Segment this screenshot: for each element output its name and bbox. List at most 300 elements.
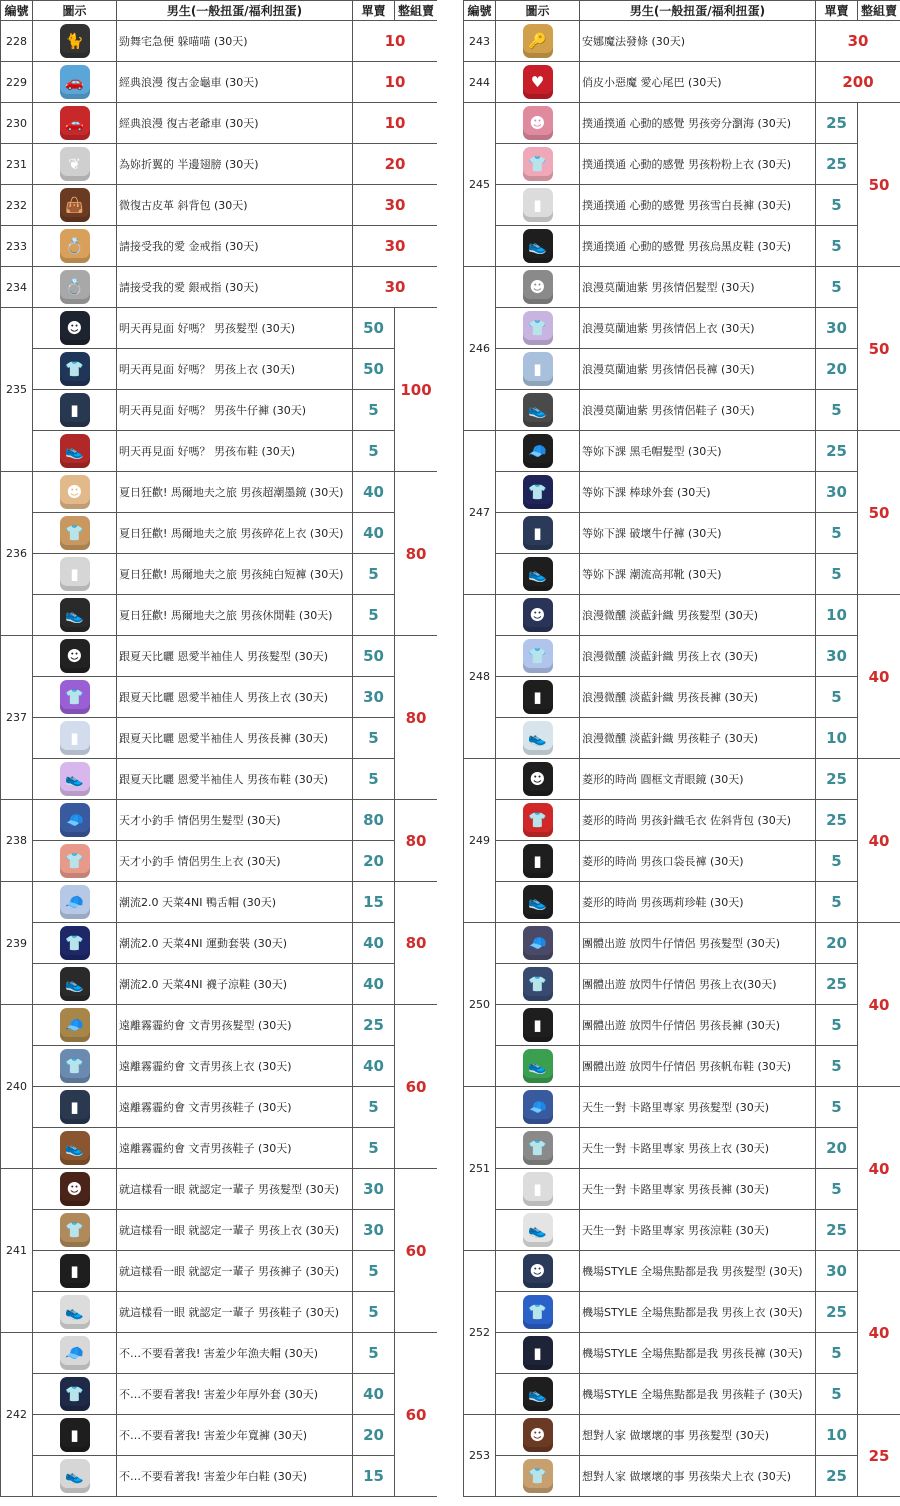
item-name-cell: 俏皮小惡魔 愛心尾巴 (30天) bbox=[580, 62, 816, 103]
item-name-cell: 浪漫莫蘭迪紫 男孩情侶鞋子 (30天) bbox=[580, 390, 816, 431]
single-price-cell: 25 bbox=[816, 144, 858, 185]
table-row bbox=[1, 1128, 438, 1169]
right-table-panel bbox=[463, 0, 900, 1497]
table-row bbox=[464, 964, 900, 1005]
item-name-cell: 請接受我的愛 銀戒指 (30天) bbox=[117, 267, 353, 308]
table-row bbox=[464, 759, 900, 800]
item-name-cell: 夏日狂歡! 馬爾地夫之旅 男孩碎花上衣 (30天) bbox=[117, 513, 353, 554]
table-row bbox=[464, 923, 900, 964]
table-row bbox=[464, 513, 900, 554]
single-price-cell: 20 bbox=[353, 144, 438, 185]
single-price-cell: 5 bbox=[353, 595, 395, 636]
item-name-cell: 微復古皮革 斜背包 (30天) bbox=[117, 185, 353, 226]
item-picture-cell bbox=[33, 185, 117, 226]
item-picture-cell bbox=[496, 1046, 580, 1087]
wing-icon: ❦ bbox=[60, 147, 90, 181]
item-name-cell: 機場STYLE 全場焦點都是我 男孩髮型 (30天) bbox=[580, 1251, 816, 1292]
single-price-cell: 10 bbox=[353, 21, 438, 62]
single-price-cell: 20 bbox=[816, 923, 858, 964]
item-name-cell: 天才小釣手 情侶男生髮型 (30天) bbox=[117, 800, 353, 841]
single-price-cell: 30 bbox=[353, 1210, 395, 1251]
table-row bbox=[1, 267, 438, 308]
item-id-cell: 239 bbox=[1, 882, 33, 1005]
item-picture-cell bbox=[33, 1087, 117, 1128]
item-name-cell: 遠離霧霾約會 文青男孩上衣 (30天) bbox=[117, 1046, 353, 1087]
set-price-cell: 40 bbox=[858, 923, 900, 1087]
table-row bbox=[464, 267, 900, 308]
table-row bbox=[464, 1415, 900, 1456]
car-icon: 🚗 bbox=[60, 106, 90, 140]
table-row bbox=[464, 1169, 900, 1210]
item-name-cell: 夏日狂歡! 馬爾地夫之旅 男孩休閒鞋 (30天) bbox=[117, 595, 353, 636]
table-row bbox=[464, 62, 900, 103]
single-price-cell: 30 bbox=[816, 21, 900, 62]
item-name-cell: 等妳下課 棒球外套 (30天) bbox=[580, 472, 816, 513]
item-id-cell: 245 bbox=[464, 103, 496, 267]
single-price-cell: 20 bbox=[353, 1415, 395, 1456]
item-picture-cell bbox=[496, 185, 580, 226]
shirt-icon: 👕 bbox=[523, 1295, 553, 1329]
item-picture-cell bbox=[33, 718, 117, 759]
single-price-cell: 20 bbox=[816, 349, 858, 390]
single-price-cell: 30 bbox=[816, 308, 858, 349]
item-name-cell: 就這樣看一眼 就認定一輩子 男孩上衣 (30天) bbox=[117, 1210, 353, 1251]
item-picture-cell bbox=[496, 636, 580, 677]
single-price-cell: 5 bbox=[353, 718, 395, 759]
item-name-cell: 不…不要看著我! 害羞少年寬褲 (30天) bbox=[117, 1415, 353, 1456]
table-row bbox=[1, 431, 438, 472]
set-price-cell: 60 bbox=[395, 1005, 438, 1169]
single-price-cell: 5 bbox=[816, 882, 858, 923]
table-row bbox=[1, 1169, 438, 1210]
item-picture-cell bbox=[496, 513, 580, 554]
hair-icon: ☻ bbox=[60, 475, 90, 509]
table-row bbox=[1, 841, 438, 882]
item-name-cell: 機場STYLE 全場焦點都是我 男孩鞋子 (30天) bbox=[580, 1374, 816, 1415]
shirt-icon: 👕 bbox=[60, 1213, 90, 1247]
single-price-cell: 25 bbox=[816, 759, 858, 800]
item-name-cell: 不…不要看著我! 害羞少年漁夫帽 (30天) bbox=[117, 1333, 353, 1374]
item-picture-cell bbox=[33, 1415, 117, 1456]
item-picture-cell bbox=[496, 841, 580, 882]
item-picture-cell bbox=[496, 1374, 580, 1415]
pants-icon: ▮ bbox=[523, 516, 553, 550]
header-id: 編號 bbox=[1, 1, 33, 21]
single-price-cell: 40 bbox=[353, 472, 395, 513]
shoes-icon: 👟 bbox=[523, 229, 553, 263]
item-name-cell: 明天再見面 好嗎？ 男孩上衣 (30天) bbox=[117, 349, 353, 390]
item-picture-cell bbox=[496, 964, 580, 1005]
item-name-cell: 不…不要看著我! 害羞少年白鞋 (30天) bbox=[117, 1456, 353, 1497]
single-price-cell: 10 bbox=[816, 1415, 858, 1456]
single-price-cell: 15 bbox=[353, 1456, 395, 1497]
set-price-cell: 25 bbox=[858, 1415, 900, 1497]
pants-icon: ▮ bbox=[523, 1172, 553, 1206]
single-price-cell: 5 bbox=[353, 1333, 395, 1374]
item-name-cell: 天生一對 卡路里專家 男孩髮型 (30天) bbox=[580, 1087, 816, 1128]
hair-icon: ☻ bbox=[60, 1172, 90, 1206]
item-id-cell: 253 bbox=[464, 1415, 496, 1497]
single-price-cell: 30 bbox=[816, 472, 858, 513]
item-name-cell: 跟夏天比曬 恩愛半袖佳人 男孩髮型 (30天) bbox=[117, 636, 353, 677]
item-name-cell: 浪漫微醺 淡藍針織 男孩上衣 (30天) bbox=[580, 636, 816, 677]
pants-icon: ▮ bbox=[60, 1254, 90, 1288]
hat-icon: 🧢 bbox=[60, 803, 90, 837]
item-picture-cell bbox=[496, 595, 580, 636]
item-picture-cell bbox=[33, 308, 117, 349]
table-row bbox=[1, 1087, 438, 1128]
table-row bbox=[1, 759, 438, 800]
item-name-cell: 勁舞宅急便 躲喵喵 (30天) bbox=[117, 21, 353, 62]
item-id-cell: 235 bbox=[1, 308, 33, 472]
set-price-cell: 80 bbox=[395, 800, 438, 882]
item-name-cell: 遠離霧霾約會 文青男孩鞋子 (30天) bbox=[117, 1087, 353, 1128]
hat-icon: 🧢 bbox=[523, 926, 553, 960]
table-row bbox=[1, 472, 438, 513]
item-picture-cell bbox=[496, 21, 580, 62]
item-id-cell: 232 bbox=[1, 185, 33, 226]
item-picture-cell bbox=[496, 554, 580, 595]
item-picture-cell bbox=[496, 1251, 580, 1292]
item-id-cell: 228 bbox=[1, 21, 33, 62]
single-price-cell: 5 bbox=[816, 1169, 858, 1210]
shoes-icon: 👟 bbox=[60, 762, 90, 796]
header-single: 單賣 bbox=[353, 1, 395, 21]
item-id-cell: 243 bbox=[464, 21, 496, 62]
item-name-cell: 請接受我的愛 金戒指 (30天) bbox=[117, 226, 353, 267]
item-id-cell: 246 bbox=[464, 267, 496, 431]
left-price-table bbox=[0, 0, 438, 1497]
table-row bbox=[464, 431, 900, 472]
single-price-cell: 5 bbox=[353, 1087, 395, 1128]
item-name-cell: 撲通撲通 心動的感覺 男孩旁分瀏海 (30天) bbox=[580, 103, 816, 144]
item-picture-cell bbox=[496, 349, 580, 390]
set-price-cell: 40 bbox=[858, 759, 900, 923]
set-price-cell: 80 bbox=[395, 882, 438, 1005]
item-name-cell: 天生一對 卡路里專家 男孩長褲 (30天) bbox=[580, 1169, 816, 1210]
item-picture-cell bbox=[33, 1333, 117, 1374]
table-row bbox=[464, 144, 900, 185]
single-price-cell: 25 bbox=[816, 1210, 858, 1251]
single-price-cell: 30 bbox=[816, 636, 858, 677]
item-picture-cell bbox=[33, 349, 117, 390]
header-set: 整組賣 bbox=[395, 1, 438, 21]
shoes-icon: 👟 bbox=[60, 967, 90, 1001]
single-price-cell: 25 bbox=[816, 1456, 858, 1497]
single-price-cell: 40 bbox=[353, 1046, 395, 1087]
shirt-icon: 👕 bbox=[60, 1049, 90, 1083]
item-picture-cell bbox=[496, 718, 580, 759]
single-price-cell: 5 bbox=[353, 431, 395, 472]
set-price-cell: 50 bbox=[858, 103, 900, 267]
hair-icon: ☻ bbox=[523, 1254, 553, 1288]
item-picture-cell bbox=[496, 759, 580, 800]
single-price-cell: 40 bbox=[353, 964, 395, 1005]
single-price-cell: 5 bbox=[816, 841, 858, 882]
single-price-cell: 30 bbox=[353, 677, 395, 718]
item-name-cell: 等妳下課 黑毛帽髮型 (30天) bbox=[580, 431, 816, 472]
single-price-cell: 5 bbox=[816, 185, 858, 226]
table-row bbox=[1, 21, 438, 62]
table-row bbox=[464, 841, 900, 882]
shirt-icon: 👕 bbox=[523, 475, 553, 509]
table-row bbox=[1, 1456, 438, 1497]
hat-icon: 🧢 bbox=[523, 1090, 553, 1124]
hat-icon: 🧢 bbox=[60, 1008, 90, 1042]
item-picture-cell bbox=[33, 964, 117, 1005]
item-name-cell: 想對人家 做壞壞的事 男孩柴犬上衣 (30天) bbox=[580, 1456, 816, 1497]
table-row bbox=[1, 513, 438, 554]
header-pic: 圖示 bbox=[496, 1, 580, 21]
item-picture-cell bbox=[33, 554, 117, 595]
pants-icon: ▮ bbox=[60, 721, 90, 755]
table-row bbox=[464, 882, 900, 923]
single-price-cell: 20 bbox=[353, 841, 395, 882]
table-row bbox=[1, 185, 438, 226]
item-picture-cell bbox=[496, 800, 580, 841]
table-header-row bbox=[464, 1, 900, 21]
item-picture-cell bbox=[33, 1046, 117, 1087]
set-price-cell: 50 bbox=[858, 431, 900, 595]
shirt-icon: 👕 bbox=[523, 1131, 553, 1165]
table-row bbox=[464, 1292, 900, 1333]
item-name-cell: 浪漫莫蘭迪紫 男孩情侶上衣 (30天) bbox=[580, 308, 816, 349]
item-picture-cell bbox=[33, 472, 117, 513]
shirt-icon: 👕 bbox=[523, 803, 553, 837]
table-row bbox=[1, 62, 438, 103]
single-price-cell: 15 bbox=[353, 882, 395, 923]
item-id-cell: 238 bbox=[1, 800, 33, 882]
item-picture-cell bbox=[33, 390, 117, 431]
single-price-cell: 5 bbox=[353, 1251, 395, 1292]
single-price-cell: 30 bbox=[353, 1169, 395, 1210]
single-price-cell: 30 bbox=[353, 226, 438, 267]
item-name-cell: 等妳下課 潮流高邦靴 (30天) bbox=[580, 554, 816, 595]
item-name-cell: 安娜魔法發條 (30天) bbox=[580, 21, 816, 62]
single-price-cell: 5 bbox=[816, 1333, 858, 1374]
shoes-icon: 👟 bbox=[523, 393, 553, 427]
set-price-cell: 40 bbox=[858, 595, 900, 759]
item-name-cell: 明天再見面 好嗎？ 男孩布鞋 (30天) bbox=[117, 431, 353, 472]
item-name-cell: 浪漫微醺 淡藍針織 男孩鞋子 (30天) bbox=[580, 718, 816, 759]
single-price-cell: 40 bbox=[353, 513, 395, 554]
table-row bbox=[1, 1251, 438, 1292]
table-row bbox=[1, 1292, 438, 1333]
item-id-cell: 244 bbox=[464, 62, 496, 103]
table-row bbox=[464, 226, 900, 267]
single-price-cell: 25 bbox=[353, 1005, 395, 1046]
item-name-cell: 跟夏天比曬 恩愛半袖佳人 男孩上衣 (30天) bbox=[117, 677, 353, 718]
item-picture-cell bbox=[496, 1292, 580, 1333]
set-price-cell: 40 bbox=[858, 1087, 900, 1251]
item-picture-cell bbox=[496, 390, 580, 431]
shoes-icon: 👟 bbox=[60, 1459, 90, 1493]
item-picture-cell bbox=[33, 1374, 117, 1415]
single-price-cell: 5 bbox=[816, 1046, 858, 1087]
item-picture-cell bbox=[496, 62, 580, 103]
hair-icon: ☻ bbox=[60, 639, 90, 673]
item-picture-cell bbox=[496, 1087, 580, 1128]
cat-icon: 🐈 bbox=[60, 24, 90, 58]
item-picture-cell bbox=[496, 103, 580, 144]
item-picture-cell bbox=[496, 1169, 580, 1210]
item-picture-cell bbox=[33, 595, 117, 636]
shoes-icon: 👟 bbox=[523, 1049, 553, 1083]
item-picture-cell bbox=[496, 144, 580, 185]
item-name-cell: 經典浪漫 復古金龜車 (30天) bbox=[117, 62, 353, 103]
item-picture-cell bbox=[33, 636, 117, 677]
item-picture-cell bbox=[496, 1333, 580, 1374]
single-price-cell: 10 bbox=[353, 103, 438, 144]
tail-icon: ♥ bbox=[523, 65, 553, 99]
item-picture-cell bbox=[33, 144, 117, 185]
pants-icon: ▮ bbox=[60, 1418, 90, 1452]
single-price-cell: 5 bbox=[353, 554, 395, 595]
item-picture-cell bbox=[496, 923, 580, 964]
table-row bbox=[1, 923, 438, 964]
column-gap bbox=[437, 0, 463, 1506]
table-row bbox=[1, 554, 438, 595]
single-price-cell: 5 bbox=[816, 390, 858, 431]
table-row bbox=[464, 1128, 900, 1169]
item-name-cell: 就這樣看一眼 就認定一輩子 男孩鞋子 (30天) bbox=[117, 1292, 353, 1333]
item-picture-cell bbox=[496, 1456, 580, 1497]
bag-icon: 👜 bbox=[60, 188, 90, 222]
shirt-icon: 👕 bbox=[60, 844, 90, 878]
single-price-cell: 40 bbox=[353, 1374, 395, 1415]
item-picture-cell bbox=[496, 308, 580, 349]
item-name-cell: 菱形的時尚 男孩口袋長褲 (30天) bbox=[580, 841, 816, 882]
pants-icon: ▮ bbox=[60, 557, 90, 591]
item-name-cell: 跟夏天比曬 恩愛半袖佳人 男孩布鞋 (30天) bbox=[117, 759, 353, 800]
item-name-cell: 不…不要看著我! 害羞少年厚外套 (30天) bbox=[117, 1374, 353, 1415]
table-row bbox=[464, 1210, 900, 1251]
shoes-icon: 👟 bbox=[523, 1377, 553, 1411]
table-row bbox=[1, 308, 438, 349]
shoes-icon: 👟 bbox=[523, 885, 553, 919]
hair-icon: ☻ bbox=[523, 1418, 553, 1452]
item-name-cell: 撲通撲通 心動的感覺 男孩烏黑皮鞋 (30天) bbox=[580, 226, 816, 267]
item-id-cell: 249 bbox=[464, 759, 496, 923]
item-name-cell: 潮流2.0 天菜4NI 鴨舌帽 (30天) bbox=[117, 882, 353, 923]
shoes-icon: 👟 bbox=[523, 557, 553, 591]
hat-icon: 🧢 bbox=[523, 434, 553, 468]
item-picture-cell bbox=[496, 1005, 580, 1046]
single-price-cell: 30 bbox=[353, 267, 438, 308]
single-price-cell: 20 bbox=[816, 1128, 858, 1169]
item-name-cell: 夏日狂歡! 馬爾地夫之旅 男孩超潮墨鏡 (30天) bbox=[117, 472, 353, 513]
item-picture-cell bbox=[33, 677, 117, 718]
item-picture-cell bbox=[33, 1251, 117, 1292]
header-pic: 圖示 bbox=[33, 1, 117, 21]
item-name-cell: 就這樣看一眼 就認定一輩子 男孩褲子 (30天) bbox=[117, 1251, 353, 1292]
item-name-cell: 天才小釣手 情侶男生上衣 (30天) bbox=[117, 841, 353, 882]
table-row bbox=[464, 800, 900, 841]
shirt-icon: 👕 bbox=[60, 1377, 90, 1411]
table-row bbox=[464, 185, 900, 226]
item-picture-cell bbox=[33, 226, 117, 267]
single-price-cell: 5 bbox=[816, 1087, 858, 1128]
item-picture-cell bbox=[496, 882, 580, 923]
item-name-cell: 潮流2.0 天菜4NI 襪子涼鞋 (30天) bbox=[117, 964, 353, 1005]
table-row bbox=[464, 308, 900, 349]
shirt-icon: 👕 bbox=[523, 147, 553, 181]
pants-icon: ▮ bbox=[523, 188, 553, 222]
header-single: 單賣 bbox=[816, 1, 858, 21]
table-header-row bbox=[1, 1, 438, 21]
item-id-cell: 231 bbox=[1, 144, 33, 185]
hair-icon: ☻ bbox=[523, 106, 553, 140]
table-row bbox=[464, 349, 900, 390]
single-price-cell: 25 bbox=[816, 964, 858, 1005]
pants-icon: ▮ bbox=[523, 844, 553, 878]
item-picture-cell bbox=[496, 431, 580, 472]
item-picture-cell bbox=[33, 1128, 117, 1169]
hair-icon: ☻ bbox=[523, 270, 553, 304]
shoes-icon: 👟 bbox=[523, 1213, 553, 1247]
table-row bbox=[464, 1333, 900, 1374]
item-picture-cell bbox=[496, 472, 580, 513]
table-row bbox=[1, 677, 438, 718]
item-picture-cell bbox=[33, 800, 117, 841]
item-name-cell: 潮流2.0 天菜4NI 運動套裝 (30天) bbox=[117, 923, 353, 964]
table-row bbox=[1, 718, 438, 759]
shoes-icon: 👟 bbox=[60, 434, 90, 468]
single-price-cell: 25 bbox=[816, 103, 858, 144]
hat-icon: 🧢 bbox=[60, 885, 90, 919]
single-price-cell: 5 bbox=[353, 759, 395, 800]
shirt-icon: 👕 bbox=[60, 926, 90, 960]
item-name-cell: 等妳下課 破壞牛仔褲 (30天) bbox=[580, 513, 816, 554]
item-name-cell: 機場STYLE 全場焦點都是我 男孩長褲 (30天) bbox=[580, 1333, 816, 1374]
item-picture-cell bbox=[496, 1210, 580, 1251]
pants-icon: ▮ bbox=[60, 393, 90, 427]
shoes-icon: 👟 bbox=[60, 1131, 90, 1165]
single-price-cell: 5 bbox=[816, 513, 858, 554]
item-name-cell: 團體出遊 放閃牛仔情侶 男孩上衣(30天) bbox=[580, 964, 816, 1005]
item-picture-cell bbox=[496, 677, 580, 718]
item-name-cell: 就這樣看一眼 就認定一輩子 男孩髮型 (30天) bbox=[117, 1169, 353, 1210]
single-price-cell: 10 bbox=[353, 62, 438, 103]
table-row bbox=[1, 1005, 438, 1046]
item-picture-cell bbox=[33, 267, 117, 308]
item-picture-cell bbox=[33, 21, 117, 62]
item-name-cell: 團體出遊 放閃牛仔情侶 男孩髮型 (30天) bbox=[580, 923, 816, 964]
table-row bbox=[1, 144, 438, 185]
item-id-cell: 233 bbox=[1, 226, 33, 267]
right-table-body bbox=[464, 21, 900, 1497]
single-price-cell: 5 bbox=[816, 677, 858, 718]
item-id-cell: 229 bbox=[1, 62, 33, 103]
item-id-cell: 230 bbox=[1, 103, 33, 144]
item-name-cell: 撲通撲通 心動的感覺 男孩雪白長褲 (30天) bbox=[580, 185, 816, 226]
item-id-cell: 242 bbox=[1, 1333, 33, 1497]
single-price-cell: 50 bbox=[353, 636, 395, 677]
ring-icon: 💍 bbox=[60, 229, 90, 263]
item-id-cell: 234 bbox=[1, 267, 33, 308]
item-id-cell: 252 bbox=[464, 1251, 496, 1415]
single-price-cell: 30 bbox=[353, 185, 438, 226]
table-row bbox=[1, 349, 438, 390]
table-row bbox=[1, 636, 438, 677]
item-picture-cell bbox=[33, 1210, 117, 1251]
header-name: 男生(一般扭蛋/福利扭蛋) bbox=[580, 1, 816, 21]
table-row bbox=[464, 1046, 900, 1087]
table-row bbox=[464, 1374, 900, 1415]
item-name-cell: 明天再見面 好嗎？ 男孩髮型 (30天) bbox=[117, 308, 353, 349]
item-picture-cell bbox=[33, 759, 117, 800]
pants-icon: ▮ bbox=[523, 352, 553, 386]
